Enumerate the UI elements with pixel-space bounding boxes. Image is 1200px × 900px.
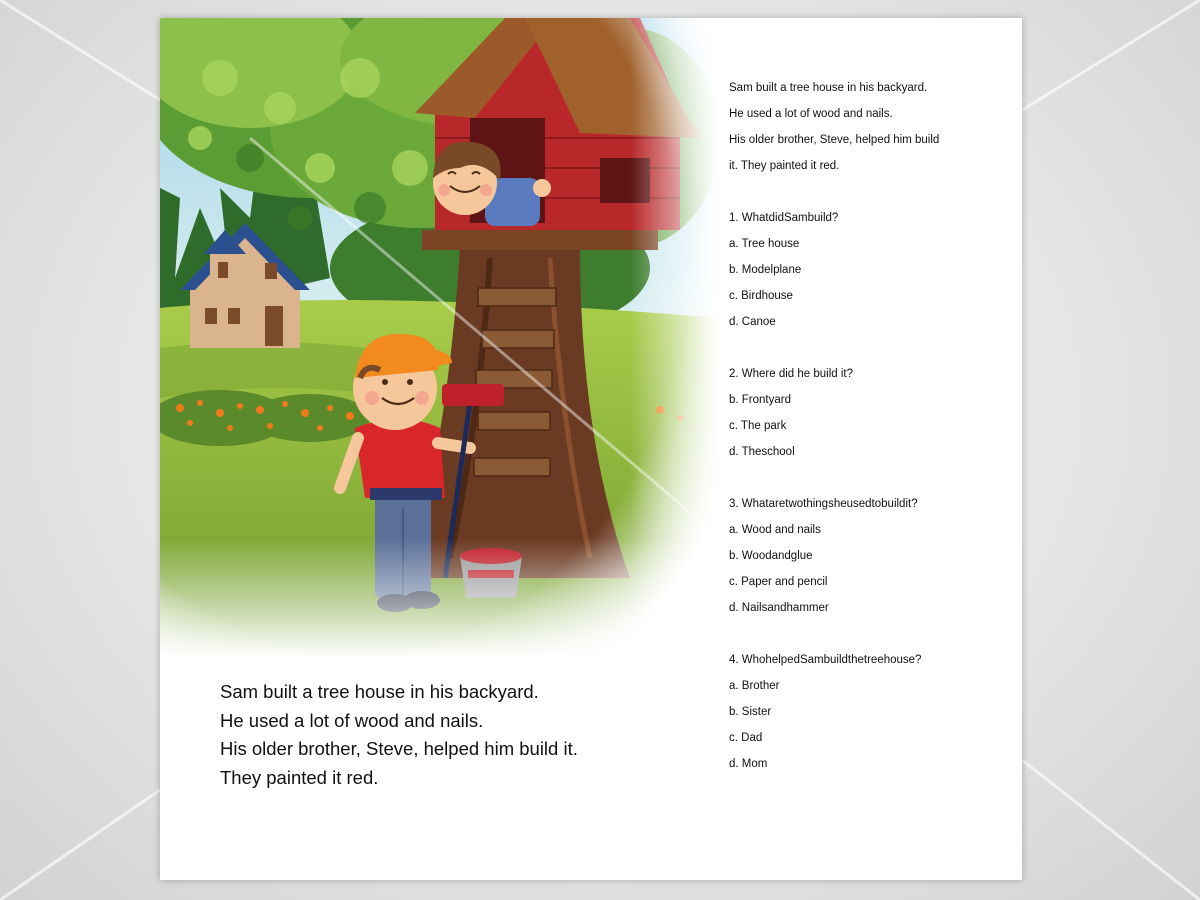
answer-option: a. Tree house — [729, 238, 800, 250]
question-prompt: 2. Where did he build it? — [729, 368, 854, 380]
story-line: They painted it red. — [220, 766, 379, 788]
answer-option: d. Nailsandhammer — [729, 602, 829, 614]
answer-option: d. Mom — [729, 758, 768, 770]
question-4 — [729, 651, 1009, 781]
story-line: Sam built a tree house in his backyard. — [220, 681, 539, 702]
answer-option: d. Canoe — [729, 316, 776, 328]
answer-option: c. The park — [729, 420, 787, 432]
answer-option: c. Dad — [729, 732, 763, 744]
spacer — [729, 339, 1009, 365]
passage-line: Sam built a tree house in his backyard. — [729, 82, 928, 94]
answer-option: b. Sister — [729, 706, 772, 718]
passage — [729, 79, 1009, 183]
answer-option: d. Theschool — [729, 446, 795, 458]
tree-house-illustration — [160, 18, 720, 658]
story-text — [220, 678, 700, 792]
passage-line: it. They painted it red. — [729, 160, 840, 172]
spacer — [729, 183, 1009, 209]
answer-option: b. Modelplane — [729, 264, 802, 276]
passage-line: His older brother, Steve, helped him build — [729, 134, 940, 146]
question-1 — [729, 209, 1009, 339]
answer-option: b. Frontyard — [729, 394, 791, 406]
passage-line: He used a lot of wood and nails. — [729, 108, 893, 120]
comprehension-worksheet — [729, 79, 1009, 781]
answer-option: c. Birdhouse — [729, 290, 793, 302]
story-line: He used a lot of wood and nails. — [220, 709, 484, 731]
answer-option: a. Wood and nails — [729, 524, 821, 536]
question-prompt: 3. Whataretwothingsheusedtobuildit? — [729, 498, 918, 510]
answer-option: b. Woodandglue — [729, 550, 813, 562]
question-2 — [729, 365, 1009, 469]
question-3 — [729, 495, 1009, 625]
story-line: His older brother, Steve, helped him build it. — [220, 738, 578, 760]
question-prompt: 1. WhatdidSambuild? — [729, 212, 839, 224]
book-page — [160, 18, 1022, 880]
spacer — [729, 469, 1009, 495]
spacer — [729, 625, 1009, 651]
answer-option: a. Brother — [729, 680, 780, 692]
answer-option: c. Paper and pencil — [729, 576, 828, 588]
question-prompt: 4. WhohelpedSambuildthetreehouse? — [729, 654, 922, 666]
